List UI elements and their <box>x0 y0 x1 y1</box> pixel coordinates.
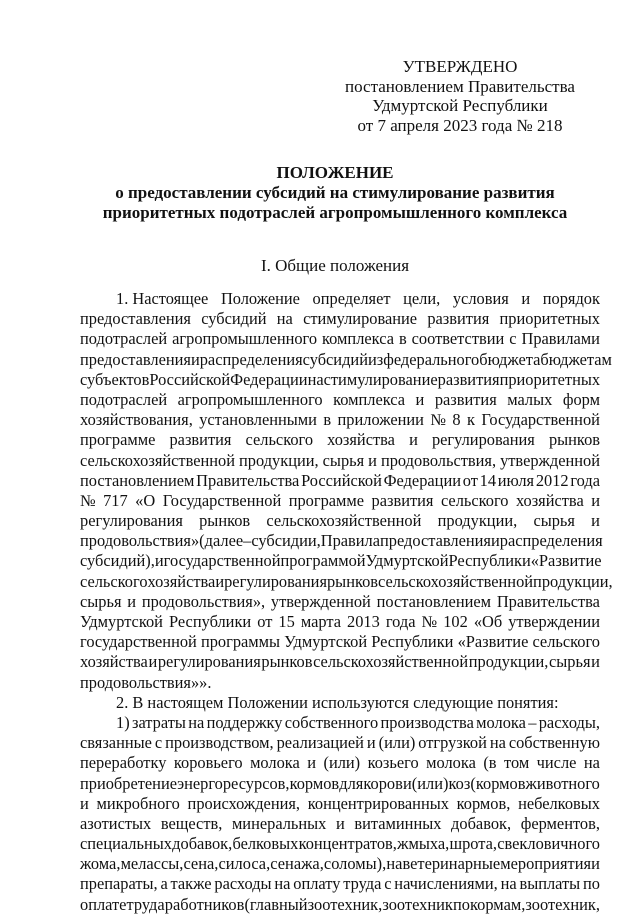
body-line <box>80 551 600 571</box>
body-word: козьего <box>367 753 419 773</box>
body-word: и <box>366 733 376 753</box>
body-word: на <box>188 712 205 732</box>
body-word: труда <box>126 894 165 914</box>
body-word: постановлением <box>376 591 492 611</box>
body-word: на <box>489 733 506 753</box>
body-text <box>80 289 613 915</box>
body-word: утвержденной <box>500 450 600 470</box>
body-word: регулирования <box>224 571 327 591</box>
body-word: 2. В настоящем Положении используются следующие понятия: <box>116 692 559 712</box>
body-word: (или) <box>378 733 416 753</box>
body-line <box>80 612 600 632</box>
body-word: и <box>190 349 200 369</box>
body-word: мероприятия <box>500 854 592 874</box>
body-word: распределения <box>499 531 603 551</box>
body-word: Удмуртской <box>80 612 163 631</box>
body-word: 14 <box>479 470 497 490</box>
body-line <box>80 874 600 894</box>
body-word: продукции, <box>468 652 549 672</box>
body-line <box>80 531 603 551</box>
body-word: приоритетных <box>499 369 601 389</box>
body-word: коров <box>363 773 403 793</box>
body-word: кормов, <box>456 793 511 813</box>
body-word: – <box>528 712 537 732</box>
body-word: том <box>504 753 530 773</box>
body-word: энергоресурсов, <box>177 773 290 793</box>
body-word: (далее <box>199 531 244 551</box>
body-word: развития <box>169 430 232 450</box>
body-word: расходы, <box>538 712 600 732</box>
body-word: бюджетам <box>540 349 612 369</box>
body-line <box>80 652 600 672</box>
body-line <box>80 289 600 309</box>
body-word: хозяйства <box>327 430 395 450</box>
body-line <box>80 410 600 430</box>
body-word: и <box>591 652 600 672</box>
body-word: постановлением <box>80 470 195 490</box>
body-word: «О <box>135 490 156 510</box>
body-word: 2012 <box>535 470 569 490</box>
body-word: зоотехник <box>382 894 453 914</box>
body-word: числе <box>536 753 577 773</box>
body-word: по <box>452 894 470 914</box>
body-word: производства <box>380 712 474 732</box>
body-word: предоставления <box>380 531 491 551</box>
body-word: установленными <box>199 410 317 430</box>
body-word: «Об <box>473 612 503 631</box>
body-word: также <box>170 874 212 894</box>
body-word: сельскохозяйственной <box>378 571 534 591</box>
body-line <box>80 854 600 874</box>
body-word: регулирования <box>80 511 183 531</box>
body-word: хозяйства <box>80 652 148 672</box>
body-word: сельскохозяйственной <box>80 450 236 470</box>
body-word: препараты, <box>80 874 158 894</box>
body-word: силоса, <box>218 854 271 874</box>
body-word: происхождения, <box>187 793 301 813</box>
body-word: и <box>80 793 89 813</box>
body-line <box>80 693 600 713</box>
body-word: животного <box>525 773 600 793</box>
body-word: Российской <box>149 369 231 389</box>
body-word: развития <box>434 389 497 409</box>
body-word: молока <box>476 712 526 732</box>
body-word: регулирования <box>157 652 261 672</box>
body-word: для <box>339 773 364 793</box>
body-word: соответствии <box>411 329 505 349</box>
body-line <box>80 774 600 794</box>
body-word: стимулирование <box>303 309 418 329</box>
body-line <box>80 451 600 471</box>
body-word: программе <box>288 490 365 510</box>
body-word: агропромышленного <box>177 389 323 409</box>
body-word: добавок, <box>451 813 512 833</box>
body-word: коз <box>448 773 471 793</box>
approval-line: постановлением Правительства <box>345 76 575 96</box>
body-line <box>80 834 600 854</box>
body-word: Российской <box>301 470 382 490</box>
body-word: жмыха, <box>397 834 450 854</box>
body-word: хозяйства <box>147 571 216 591</box>
body-word: 2013 <box>347 612 380 631</box>
body-word: и <box>591 854 600 874</box>
body-word: 1) <box>116 712 130 732</box>
body-word: Положение <box>220 289 300 308</box>
body-line <box>80 794 600 814</box>
body-word: и <box>402 773 412 793</box>
body-word: с <box>154 733 163 753</box>
body-word: сена, <box>183 854 219 874</box>
body-word: субсидий <box>302 349 368 369</box>
body-word: оплату <box>293 874 341 894</box>
body-word: марта <box>300 612 341 631</box>
body-word: субсидий <box>201 309 267 329</box>
body-line <box>80 571 613 592</box>
body-word: (кормов <box>470 773 526 793</box>
body-word: и <box>415 389 425 409</box>
body-word: кормов <box>289 773 340 793</box>
body-word: развития <box>437 369 500 389</box>
body-word: субсидии, <box>251 531 321 551</box>
body-word: Правила <box>320 531 381 551</box>
body-word: приоритетных <box>499 309 600 329</box>
body-word: сырья <box>80 591 122 611</box>
body-word: на <box>386 854 403 874</box>
body-word: агропромышленного <box>172 329 318 349</box>
body-word: труда <box>343 874 382 894</box>
body-word: № <box>430 410 446 430</box>
body-word: Удмуртской <box>365 551 449 571</box>
body-word: из <box>367 349 384 369</box>
body-line <box>80 370 600 390</box>
body-word: Государственной <box>162 490 282 510</box>
body-word: зоотехник, <box>525 894 600 914</box>
body-line <box>80 753 600 773</box>
body-line <box>80 511 600 531</box>
body-word: на <box>307 369 324 389</box>
body-word: программы <box>200 632 281 652</box>
body-word: молока <box>426 753 476 773</box>
body-line <box>80 329 600 349</box>
body-word: 8 <box>452 410 461 430</box>
body-word: предоставления <box>80 349 191 369</box>
body-word: от <box>462 470 478 490</box>
body-word: выплаты <box>519 874 581 894</box>
body-word: с <box>384 874 392 894</box>
title-line: ПОЛОЖЕНИЕ <box>276 163 394 182</box>
body-word: начислениями, <box>394 874 498 894</box>
body-word: года <box>385 612 416 631</box>
body-word: «Развитие <box>457 632 529 652</box>
approval-line: Удмуртской Республики <box>372 96 548 115</box>
body-word: работников <box>164 894 245 914</box>
body-word: к <box>467 410 475 430</box>
body-word: (или) <box>411 773 449 793</box>
body-word: специальных <box>80 834 172 854</box>
body-word: и <box>127 591 137 611</box>
body-word: продукции, <box>437 511 518 531</box>
body-word: от <box>257 612 273 631</box>
body-word: кормам, <box>470 894 526 914</box>
body-word: № <box>80 490 96 510</box>
body-word: на <box>500 874 517 894</box>
body-line <box>80 632 600 652</box>
section-heading: I. Общие положения <box>260 256 410 275</box>
body-word: регулирования <box>431 430 535 450</box>
approval-stamp <box>340 57 580 135</box>
body-word: субъектов <box>80 369 150 389</box>
body-word: продовольствия» <box>80 531 200 551</box>
body-word: сельскохозяйственной <box>266 511 422 531</box>
approval-line: от 7 апреля 2023 года № 218 <box>357 115 563 135</box>
body-word: микробного <box>96 793 180 813</box>
body-word: молока <box>250 753 300 773</box>
body-word: азотистых <box>80 813 152 833</box>
body-word: распределения <box>199 349 303 369</box>
body-word: в <box>398 329 407 349</box>
body-word: на <box>583 753 600 773</box>
body-word: продовольствия»». <box>80 672 212 692</box>
body-word: Государственной <box>481 410 600 430</box>
body-word: собственную <box>508 733 600 753</box>
body-word: веществ, <box>160 813 223 833</box>
body-word: Федерации <box>383 470 461 490</box>
body-word: 15 <box>278 612 295 631</box>
body-word: подотраслей <box>80 329 168 349</box>
body-word: реализацией <box>276 733 364 753</box>
body-word: рынков <box>199 511 251 531</box>
body-word: Правилами <box>521 329 600 349</box>
body-word: определяет <box>312 289 391 308</box>
body-word: и <box>409 430 418 450</box>
body-word: (или) <box>323 753 361 773</box>
body-word: а <box>160 874 168 894</box>
body-word: программой <box>280 551 366 571</box>
body-word: затраты <box>131 712 186 732</box>
body-word: минеральных <box>231 813 327 833</box>
body-word: комплекса <box>333 389 406 409</box>
body-word: государственной <box>163 551 281 571</box>
body-line <box>80 309 600 329</box>
body-word: и <box>521 289 531 308</box>
body-word: в <box>323 410 332 430</box>
body-word: – <box>243 531 252 551</box>
body-word: витаминных <box>354 813 442 833</box>
body-word: по <box>583 874 600 894</box>
document-title <box>60 163 610 223</box>
body-word: сырья <box>548 652 591 672</box>
body-word: сельского <box>80 571 148 591</box>
body-word: и <box>336 813 345 833</box>
body-line <box>80 713 600 733</box>
body-line <box>80 814 600 834</box>
body-word: и <box>307 753 317 773</box>
body-word: соломы), <box>323 854 387 874</box>
body-word: сырья <box>322 450 365 470</box>
title-line: о предоставлении субсидий на стимулирование развития <box>115 183 555 202</box>
body-word: порядок <box>542 289 600 308</box>
body-word: сельского <box>532 632 600 652</box>
body-word: свекловичного <box>497 834 600 854</box>
body-word: стимулирование <box>323 369 438 389</box>
body-word: 102 <box>443 612 468 631</box>
body-word: и <box>148 652 158 672</box>
body-line <box>80 491 600 511</box>
body-word: ветеринарные <box>402 854 501 874</box>
body-word: бюджета <box>479 349 541 369</box>
body-word: производством, <box>165 733 274 753</box>
body-word: и <box>591 511 600 531</box>
body-word: форм <box>562 389 600 409</box>
body-word: ферментов, <box>520 813 600 833</box>
body-word: 1. Настоящее <box>116 289 209 308</box>
body-word: программе <box>80 430 156 450</box>
body-word: утвержденной <box>270 591 371 611</box>
body-word: на <box>276 309 293 329</box>
body-word: концентратов, <box>298 834 397 854</box>
body-word: оплате <box>80 894 127 914</box>
body-word: собственного <box>284 712 379 732</box>
body-word: отгрузкой <box>418 733 487 753</box>
body-word: продовольствия», <box>141 591 266 611</box>
body-word: добавок, <box>172 834 233 854</box>
body-word: года <box>570 470 600 490</box>
body-word: Республики <box>448 551 531 571</box>
body-word: Правительства <box>196 470 300 490</box>
body-word: сырья <box>533 511 575 531</box>
body-word: переработку <box>80 753 167 773</box>
body-word: рынков <box>326 571 379 591</box>
body-word: условия <box>452 289 509 308</box>
body-word: сенажа, <box>270 854 324 874</box>
body-word: приложении <box>337 410 424 430</box>
body-line <box>80 592 600 612</box>
body-word: развития <box>371 490 434 510</box>
body-line <box>80 673 600 693</box>
body-word: утверждении <box>508 612 600 631</box>
title-line: приоритетных подотраслей агропромышленного комплекса <box>102 203 568 222</box>
body-word: расходы <box>214 874 272 894</box>
body-word: «Развитие <box>530 551 602 571</box>
body-word: на <box>274 874 291 894</box>
body-word: рынков <box>261 652 313 672</box>
body-line <box>80 430 600 450</box>
body-word: государственной <box>80 632 197 652</box>
body-word: Удмуртской <box>284 632 368 652</box>
body-word: жома, <box>80 854 121 874</box>
body-word: приобретение <box>80 773 177 793</box>
body-word: сельского <box>245 430 314 450</box>
approval-line: УТВЕРЖДЕНО <box>402 57 518 76</box>
body-word: федерального <box>383 349 480 369</box>
body-word: белковых <box>232 834 299 854</box>
body-word: № <box>421 612 438 631</box>
body-line <box>80 733 600 753</box>
body-word: малых <box>507 389 553 409</box>
body-word: подотраслей <box>80 389 168 409</box>
body-word: сельскохозяйственной <box>313 652 469 672</box>
body-word: комплекса <box>322 329 394 349</box>
body-word: и <box>215 571 225 591</box>
body-word: сельского <box>440 490 509 510</box>
body-word: связанные <box>80 733 152 753</box>
body-word: и <box>591 490 600 510</box>
body-word: и <box>490 531 500 551</box>
body-word: (главный <box>244 894 308 914</box>
body-word: рынков <box>548 430 600 450</box>
body-word: и <box>368 450 377 470</box>
body-word: зоотехник, <box>307 894 383 914</box>
body-word: и <box>154 551 164 571</box>
body-word: продукции, <box>533 571 613 591</box>
body-word: шрота, <box>449 834 497 854</box>
body-word: концентрированных <box>307 793 449 813</box>
body-word: 717 <box>103 490 128 510</box>
body-word: Республики <box>371 632 454 652</box>
body-word: хозяйства <box>515 490 584 510</box>
body-word: коровьего <box>173 753 243 773</box>
body-line <box>80 349 612 370</box>
body-word: хозяйствования, <box>80 410 193 430</box>
body-line <box>80 471 600 491</box>
body-word: субсидий), <box>80 551 155 571</box>
body-word: Федерации <box>230 369 308 389</box>
body-word: с <box>509 329 517 349</box>
body-word: Республики <box>168 612 252 631</box>
body-word: предоставления <box>80 309 191 329</box>
body-word: продукции, <box>239 450 319 470</box>
body-word: поддержку <box>206 712 283 732</box>
body-word: июля <box>497 470 535 490</box>
body-word: цели, <box>403 289 441 308</box>
body-word: (в <box>483 753 497 773</box>
body-word: продовольствия, <box>380 450 497 470</box>
body-word: небелковых <box>518 793 600 813</box>
body-line <box>80 390 600 410</box>
body-word: мелассы, <box>120 854 184 874</box>
body-word: Правительства <box>496 591 600 611</box>
body-word: развития <box>427 309 490 329</box>
